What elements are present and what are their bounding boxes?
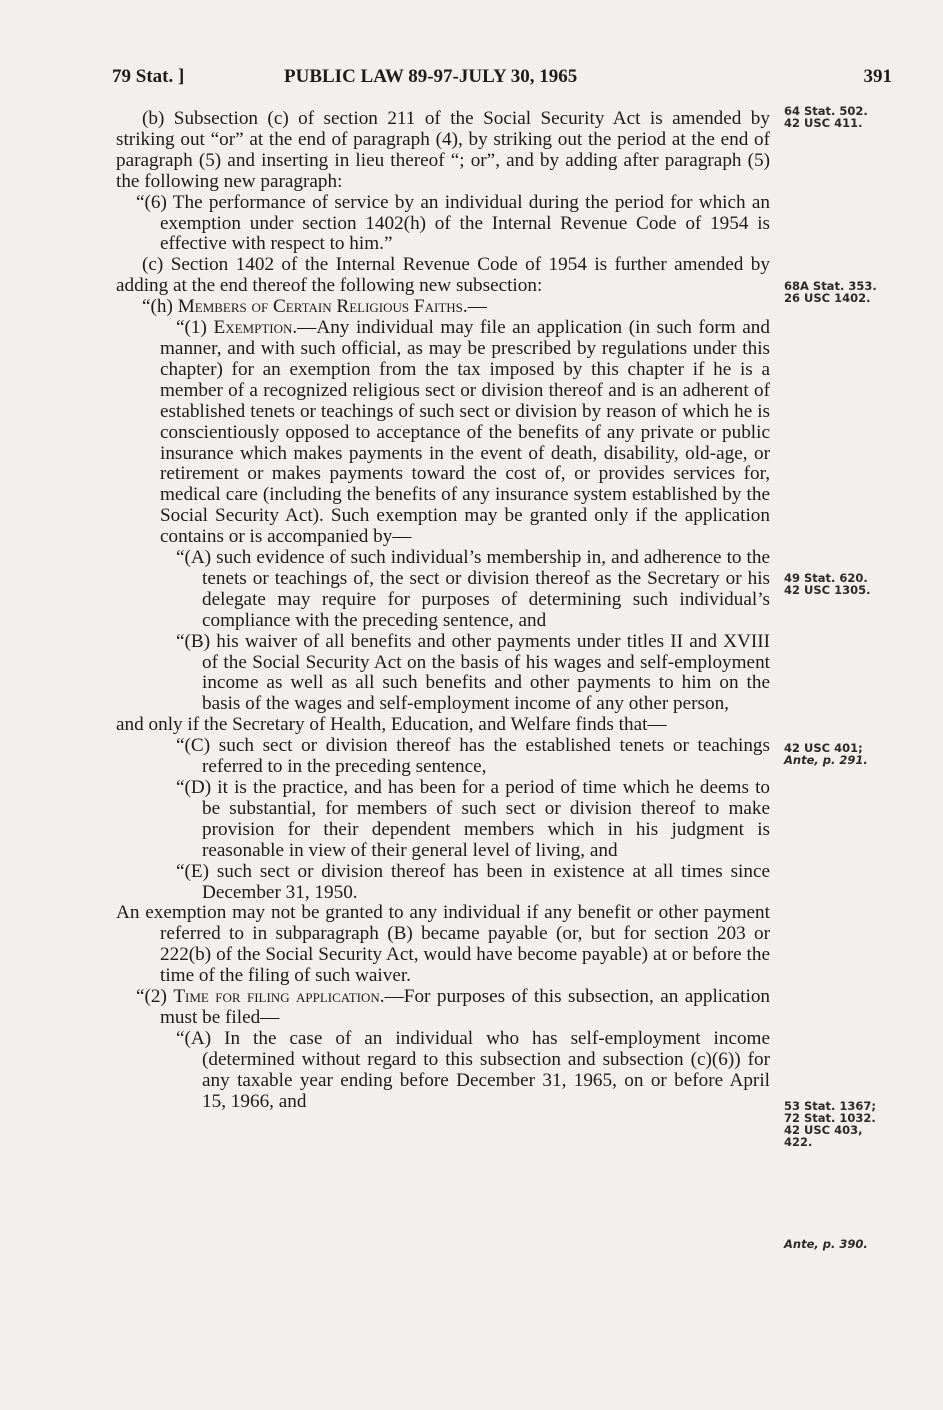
margin-citation-6 [784,1238,914,1250]
margin-citation-2 [784,280,914,304]
subparagraph-a: “(A) such evidence of such individual’s membership in, and adherence to the tenets or teachings of, the sect or division thereof as the Secretary or his delegate may require for purposes of determining such individual’s compliance with the preceding sentence, and [176,547,770,631]
paragraph-1-exemption [116,318,770,548]
margin-citation-line: Ante, p. 291. [784,753,868,767]
subparagraph-d: “(D) it is the practice, and has been for a period of time which he deems to be substantial, for members of such sect or division thereof to make provision for their dependent members which in his judgment is reasonable in view of their general level of living, and [176,777,770,861]
subsection-h-title: Members of Certain Religious Faiths. [177,296,468,318]
paragraph-6: “(6) The performance of service by an individual during the period for which an exemption under section 1402(h) of the Internal Revenue Code of 1954 is effective with respect to him.” [136,191,770,255]
paragraph-1-text: —Any individual may file an application (in such form and manner, and with such official, as may be prescribed by regulations under this chapter) for an exemption from the tax imposed by this chapter if he is a member of a recognized religious sect or division thereof and is an adherent of established tenets or teachings of such sect or division by reason of which he is conscientiously opposed to acceptance of the benefits of any private or public insurance which makes payments in the event of death, disability, old-age, or retirement or makes payments toward the cost of, or provides services for, medical care (including the benefits of any insurance system established by the Social Security Act). Such exemption may be granted only if the application contains or is accompanied by— [160,317,770,548]
margin-citation-line: 26 USC 1402. [784,291,871,305]
subparagraph-b: “(B) his waiver of all benefits and other payments under titles II and XVIII of the Social Security Act on the basis of his wages and self-employment income as well as all such benefits and other payments to him on the basis of the wages and self-employment income of any other person, [176,630,770,715]
margin-citation-3 [784,572,914,596]
margin-citation-line: 49 Stat. 620. [784,571,868,585]
subsection-h-number: “(h) [142,296,178,318]
margin-citation-line: 42 USC 411. [784,116,863,130]
page-number: 391 [863,66,892,87]
subsection-h-heading [116,297,770,318]
subparagraph-e: “(E) such sect or division thereof has been in existence at all times since December 31, 1950. [176,860,770,903]
margin-citation-line: 68A Stat. 353. [784,279,877,293]
margin-citation-4 [784,742,914,766]
margin-citation-line: 53 Stat. 1367; [784,1099,877,1113]
paragraph-exemption-limit: An exemption may not be granted to any individual if any benefit or other payment referred to in subparagraph (B) became payable (or, but for section 203 or 222(b) of the Social Security Act, would have become payable) at or before the time of the filing of such waiver. [116,902,770,987]
paragraph-and-only-if: and only if the Secretary of Health, Education, and Welfare finds that— [116,714,667,736]
margin-citation-line: 72 Stat. 1032. [784,1111,876,1125]
paragraph-2-title: Time for filing application. [173,986,385,1008]
subsection-h-dash: — [467,296,487,318]
statute-volume: 79 Stat. ] [112,66,185,87]
paragraph-1-number: “(1) [176,317,214,339]
paragraph-b: (b) Subsection (c) of section 211 of the Social Security Act is amended by striking out “or” at the end of paragraph (4), by striking out the period at the end of paragraph (5) and inserting in lieu thereof “; or”, and by adding after paragraph (5) the following new paragraph: [116,108,770,192]
running-title: PUBLIC LAW 89-97-JULY 30, 1965 [284,66,578,87]
margin-citation-5 [784,1100,914,1148]
paragraph-2-text: —For purposes of this subsection, an application must be filed— [160,986,771,1028]
margin-citation-line: 42 USC 401; [784,741,863,755]
margin-citation-line: 422. [784,1135,813,1149]
paragraph-1-title: Exemption. [213,317,298,339]
paragraph-c: (c) Section 1402 of the Internal Revenue Code of 1954 is further amended by adding at the end thereof the following new subsection: [116,254,770,297]
subparagraph-c: “(C) such sect or division thereof has the established tenets or teachings referred to in the preceding sentence, [176,735,770,778]
margin-citation-line: 42 USC 403, [784,1123,863,1137]
margin-citation-line: 64 Stat. 502. [784,104,868,118]
paragraph-2-time-for-filing [116,987,770,1029]
margin-citation-line: 42 USC 1305. [784,583,871,597]
margin-citation-line: Ante, p. 390. [784,1237,868,1251]
page-header [112,66,892,92]
document-body [116,109,770,1113]
margin-citation-1 [784,105,914,129]
subparagraph-2a: “(A) In the case of an individual who has self-employment income (determined without regard to this subsection and subsection (c)(6)) for any taxable year ending before December 31, 1965, on or before April 15, 1966, and [176,1027,770,1112]
paragraph-2-number: “(2) [136,986,174,1008]
